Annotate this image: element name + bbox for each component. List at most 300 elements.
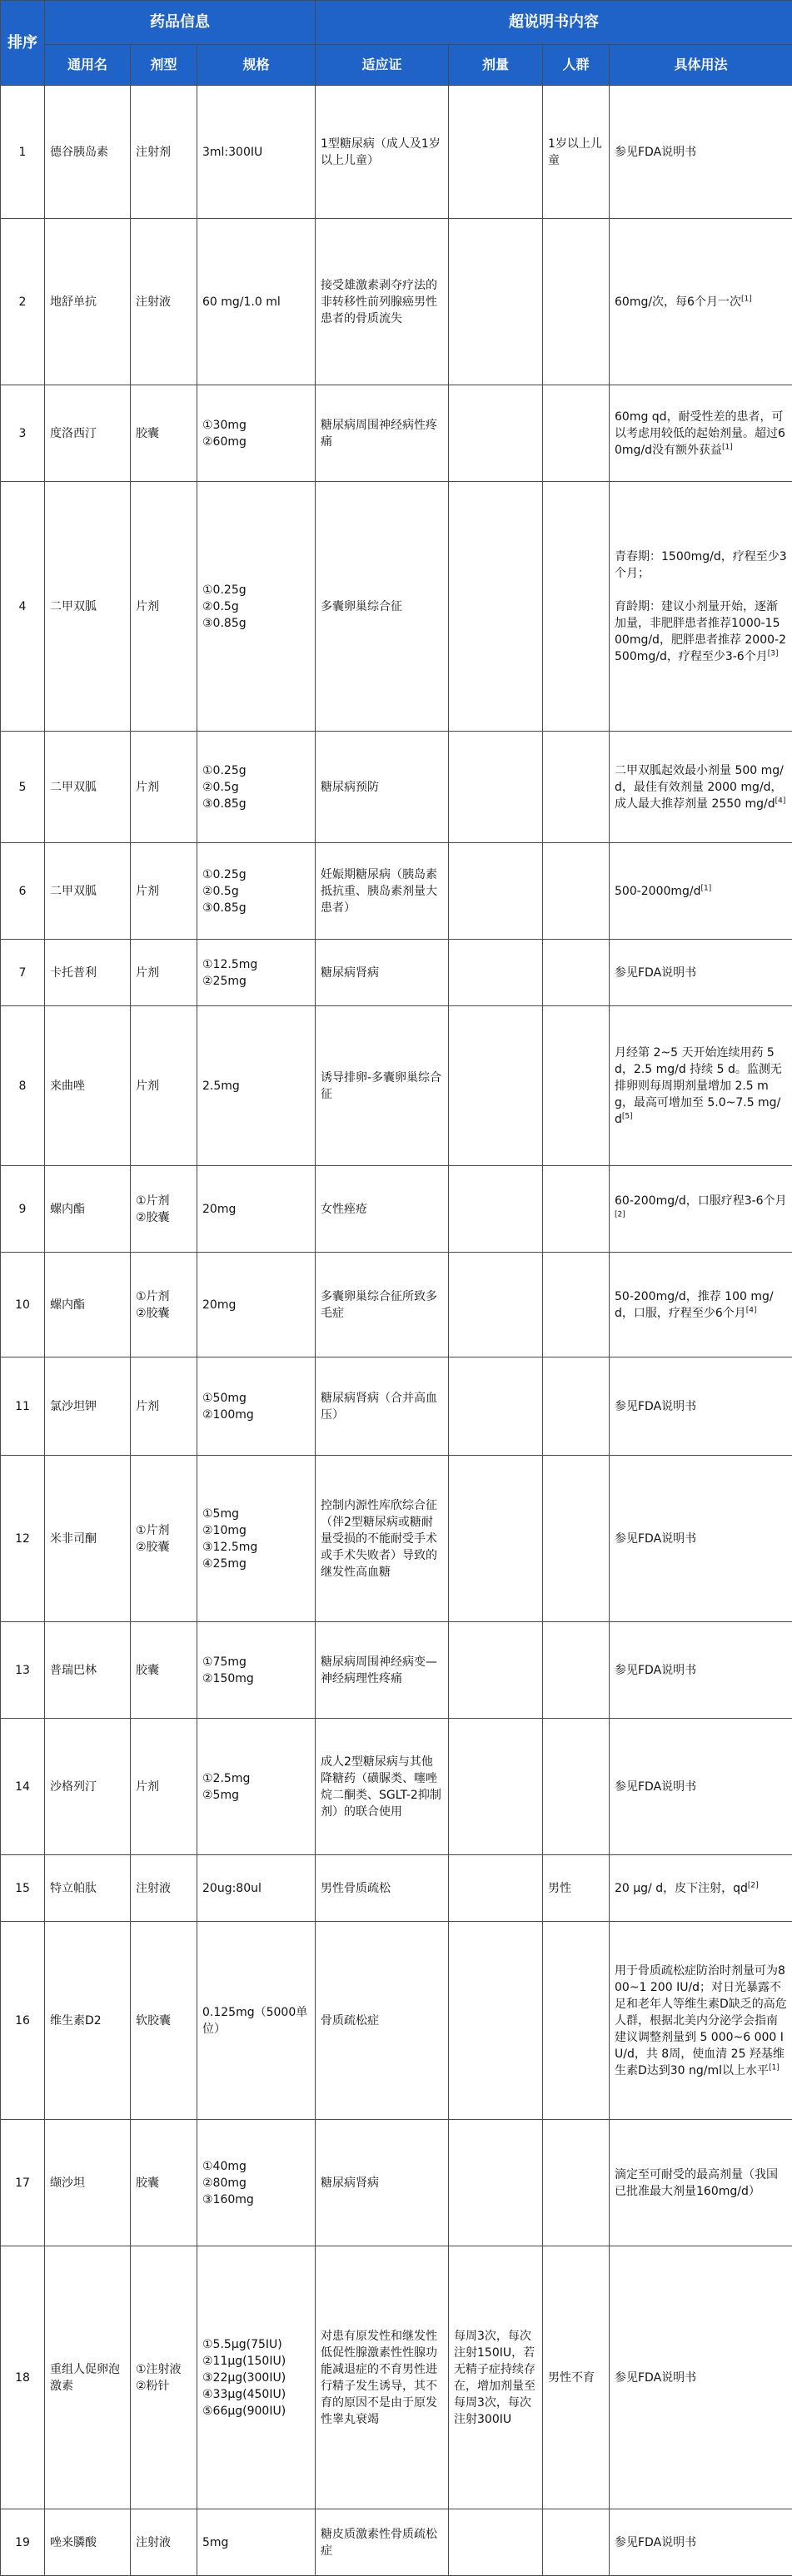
cell-spec: [197, 1357, 316, 1456]
cell-population-text: 男性: [548, 1882, 571, 1895]
cell-usage-text: 60mg qd，耐受性差的患者，可以考虑用较低的起始剂量。超过60mg/d没有额外获益: [615, 410, 785, 457]
cell-spec: [197, 1166, 316, 1253]
reference-marker: [1]: [741, 295, 752, 303]
table-row: [1, 1006, 792, 1166]
cell-form-text: 注射液: [136, 295, 171, 309]
cell-dose: [449, 732, 543, 843]
cell-name-text: 唑来膦酸: [50, 2536, 97, 2549]
cell-spec: [197, 2120, 316, 2246]
header-spec: 规格: [197, 45, 316, 86]
cell-rank-text: 19: [15, 2536, 30, 2549]
table-row: [1, 1719, 792, 1855]
cell-indication-text: 对患有原发性和继发性低促性腺激素性性腺功能减退症的不育男性进行精子发生诱导，其不育的原因不是由于原发性睾丸衰竭: [321, 2330, 437, 2426]
cell-indication-text: 多囊卵巢综合征: [321, 600, 402, 613]
cell-indication: [316, 2509, 449, 2576]
cell-rank-text: 13: [15, 1664, 30, 1677]
cell-population-text: 男性不育: [548, 2371, 595, 2385]
cell-name-text: 卡托普利: [50, 966, 97, 980]
cell-indication-text: 糖尿病周围神经病性疼痛: [321, 419, 437, 449]
cell-spec: [197, 1855, 316, 1922]
header-offlabel: 超说明书内容: [316, 1, 792, 45]
cell-form-text: 胶囊: [136, 427, 159, 440]
cell-name: [45, 2120, 131, 2246]
cell-form-text: 片剂: [136, 1780, 159, 1794]
table-row: [1, 385, 792, 482]
cell-spec: [197, 219, 316, 385]
table-row: [1, 1855, 792, 1922]
cell-form: [131, 1006, 197, 1166]
cell-usage: [610, 385, 792, 482]
cell-dose-text: 每周3次，每次注射150IU，若无精子症持续存在，增加剂量至每周3次，每次注射300IU: [454, 2330, 535, 2426]
header-name: 通用名: [45, 45, 131, 86]
cell-usage-text: 青春期：1500mg/d，疗程至少3个月； 育龄期：建议小剂量开始，逐渐加量，非肥胖患者推荐1000-1500mg/d，肥胖患者推荐 2000-2500mg/d，疗程至少3-6个月: [615, 550, 787, 663]
table-row: [1, 86, 792, 219]
cell-population: [543, 843, 610, 940]
cell-name-text: 米非司酮: [50, 1532, 97, 1546]
cell-spec-text: ①50mg ②100mg: [202, 1392, 254, 1422]
table-row: [1, 1456, 792, 1622]
cell-spec-text: 20ug:80ul: [202, 1882, 262, 1895]
cell-spec-text: 20mg: [202, 1298, 236, 1312]
cell-indication-text: 男性骨质疏松: [321, 1882, 391, 1895]
table-row: [1, 1166, 792, 1253]
cell-name: [45, 1166, 131, 1253]
cell-name-text: 二甲双胍: [50, 781, 97, 794]
cell-usage: [610, 2120, 792, 2246]
cell-indication: [316, 86, 449, 219]
cell-spec-text: ①30mg ②60mg: [202, 419, 247, 449]
cell-name: [45, 385, 131, 482]
cell-name: [45, 843, 131, 940]
cell-indication-text: 糖尿病预防: [321, 781, 379, 794]
cell-spec-text: ①0.25g ②0.5g ③0.85g: [202, 868, 247, 915]
cell-spec-text: ①5.5μg(75IU) ②11μg(150IU) ③22μg(300IU) ④33μg(450IU) ⑤66μg(900IU): [202, 2338, 286, 2418]
cell-indication: [316, 1719, 449, 1855]
cell-name-text: 螺内酯: [50, 1203, 85, 1216]
reference-marker: [1]: [722, 443, 733, 451]
cell-usage: [610, 2509, 792, 2576]
cell-name-text: 缬沙坦: [50, 2176, 85, 2190]
cell-indication-text: 骨质疏松症: [321, 2014, 379, 2028]
cell-usage: [610, 1166, 792, 1253]
cell-spec-text: 0.125mg（5000单位）: [202, 2006, 307, 2036]
cell-usage-text: 参见FDA说明书: [615, 1532, 696, 1546]
cell-form: [131, 2246, 197, 2509]
cell-population: [543, 385, 610, 482]
cell-name: [45, 732, 131, 843]
cell-indication-text: 糖尿病肾病: [321, 966, 379, 980]
cell-name-text: 普瑞巴林: [50, 1664, 97, 1677]
cell-form-text: ①片剂 ②胶囊: [136, 1290, 170, 1320]
cell-form-text: 片剂: [136, 966, 159, 980]
cell-spec-text: ①0.25g ②0.5g ③0.85g: [202, 583, 247, 630]
cell-form-text: 注射剂: [136, 146, 171, 159]
cell-indication: [316, 732, 449, 843]
cell-indication: [316, 1456, 449, 1622]
cell-form: [131, 732, 197, 843]
cell-form: [131, 1253, 197, 1357]
cell-population: [543, 732, 610, 843]
cell-dose: [449, 86, 543, 219]
cell-indication: [316, 219, 449, 385]
header-row-top: [1, 1, 792, 45]
cell-rank: [1, 2120, 45, 2246]
cell-spec-text: ①12.5mg ②25mg: [202, 958, 257, 988]
cell-indication-text: 女性痤疮: [321, 1203, 367, 1216]
table-row: [1, 219, 792, 385]
cell-name: [45, 2509, 131, 2576]
cell-name-text: 氯沙坦钾: [50, 1400, 97, 1413]
cell-dose: [449, 385, 543, 482]
cell-spec: [197, 940, 316, 1006]
cell-form-text: 片剂: [136, 600, 159, 613]
table-row: [1, 1922, 792, 2120]
cell-rank-text: 15: [15, 1882, 30, 1895]
cell-indication: [316, 1006, 449, 1166]
cell-form-text: 片剂: [136, 1400, 159, 1413]
cell-rank-text: 14: [15, 1780, 30, 1794]
cell-indication: [316, 2120, 449, 2246]
cell-population: [543, 86, 610, 219]
cell-usage: [610, 732, 792, 843]
cell-spec: [197, 1253, 316, 1357]
reference-marker: [4]: [775, 797, 786, 805]
cell-usage-text: 滴定至可耐受的最高剂量（我国已批准最大剂量160mg/d）: [615, 2168, 778, 2198]
cell-population: [543, 1357, 610, 1456]
reference-marker: [1]: [701, 884, 712, 892]
cell-usage-text: 参见FDA说明书: [615, 2536, 696, 2549]
cell-indication: [316, 1922, 449, 2120]
cell-name: [45, 86, 131, 219]
cell-dose: [449, 843, 543, 940]
cell-dose: [449, 2246, 543, 2509]
cell-rank-text: 11: [15, 1400, 30, 1413]
table-body: [1, 86, 792, 2576]
cell-rank-text: 6: [19, 885, 27, 898]
cell-spec-text: 2.5mg: [202, 1080, 240, 1093]
cell-population: [543, 1166, 610, 1253]
cell-dose: [449, 1922, 543, 2120]
cell-indication-text: 糖尿病肾病: [321, 2176, 379, 2190]
cell-population: [543, 1006, 610, 1166]
cell-rank-text: 18: [15, 2371, 30, 2385]
cell-usage-text: 二甲双胍起效最小剂量 500 mg/d，最佳有效剂量 2000 mg/d，成人最大推荐剂量 2550 mg/d: [615, 764, 784, 811]
cell-usage: [610, 86, 792, 219]
cell-form-text: 胶囊: [136, 2176, 159, 2190]
cell-rank: [1, 1719, 45, 1855]
header-dose: 剂量: [449, 45, 543, 86]
cell-rank: [1, 385, 45, 482]
cell-population: [543, 1622, 610, 1719]
cell-spec: [197, 86, 316, 219]
cell-spec: [197, 732, 316, 843]
cell-name-text: 特立帕肽: [50, 1882, 97, 1895]
cell-spec-text: ①0.25g ②0.5g ③0.85g: [202, 764, 247, 811]
cell-usage: [610, 1855, 792, 1922]
cell-form-text: 胶囊: [136, 1664, 159, 1677]
cell-indication: [316, 1622, 449, 1719]
cell-dose: [449, 219, 543, 385]
cell-indication-text: 糖皮质激素性骨质疏松症: [321, 2528, 437, 2558]
cell-indication: [316, 2246, 449, 2509]
cell-usage-text: 60mg/次，每6个月一次: [615, 295, 741, 309]
cell-form-text: 注射液: [136, 1882, 171, 1895]
table-row: [1, 1622, 792, 1719]
cell-spec: [197, 1922, 316, 2120]
cell-name: [45, 1622, 131, 1719]
cell-name: [45, 1719, 131, 1855]
cell-rank-text: 5: [19, 781, 27, 794]
cell-spec: [197, 1622, 316, 1719]
cell-spec-text: ①40mg ②80mg ③160mg: [202, 2160, 254, 2206]
cell-form: [131, 1166, 197, 1253]
cell-name: [45, 1855, 131, 1922]
cell-indication: [316, 1855, 449, 1922]
cell-population: [543, 1855, 610, 1922]
cell-form: [131, 1357, 197, 1456]
cell-name-text: 度洛西汀: [50, 427, 97, 440]
cell-form-text: ①片剂 ②胶囊: [136, 1524, 170, 1554]
header-form: 剂型: [131, 45, 197, 86]
cell-name-text: 二甲双胍: [50, 885, 97, 898]
cell-rank: [1, 1166, 45, 1253]
cell-indication-text: 妊娠期糖尿病（胰岛素抵抗重、胰岛素剂量大患者）: [321, 868, 437, 915]
cell-usage-text: 20 μg/ d，皮下注射，qd: [615, 1882, 748, 1895]
cell-usage-text: 参见FDA说明书: [615, 1780, 696, 1794]
table-row: [1, 2246, 792, 2509]
cell-name-text: 二甲双胍: [50, 600, 97, 613]
cell-form: [131, 219, 197, 385]
cell-rank-text: 1: [19, 146, 27, 159]
cell-name: [45, 1006, 131, 1166]
cell-name-text: 维生素D2: [50, 2014, 102, 2028]
cell-rank: [1, 1253, 45, 1357]
table-row: [1, 2120, 792, 2246]
cell-rank: [1, 1456, 45, 1622]
cell-rank-text: 2: [19, 295, 27, 309]
cell-usage-text: 参见FDA说明书: [615, 146, 696, 159]
cell-indication: [316, 1166, 449, 1253]
cell-form: [131, 2509, 197, 2576]
cell-form: [131, 1922, 197, 2120]
cell-spec-text: ①2.5mg ②5mg: [202, 1772, 250, 1802]
cell-dose: [449, 1719, 543, 1855]
cell-usage: [610, 1253, 792, 1357]
cell-dose: [449, 1456, 543, 1622]
cell-rank: [1, 1922, 45, 2120]
cell-form-text: 软胶囊: [136, 2014, 171, 2028]
reference-marker: [5]: [622, 1112, 633, 1120]
cell-rank-text: 8: [19, 1080, 27, 1093]
cell-population: [543, 2120, 610, 2246]
cell-population: [543, 1922, 610, 2120]
cell-rank-text: 3: [19, 427, 27, 440]
cell-form: [131, 843, 197, 940]
cell-dose: [449, 1006, 543, 1166]
cell-form: [131, 482, 197, 732]
cell-indication-text: 成人2型糖尿病与其他降糖药（磺脲类、噻唑烷二酮类、SGLT-2抑制剂）的联合使用: [321, 1755, 441, 1819]
cell-spec-text: 60 mg/1.0 ml: [202, 295, 281, 309]
table-row: [1, 482, 792, 732]
cell-indication-text: 糖尿病肾病（合并高血压）: [321, 1392, 437, 1422]
cell-usage: [610, 940, 792, 1006]
cell-indication: [316, 940, 449, 1006]
cell-name: [45, 1253, 131, 1357]
cell-spec: [197, 2509, 316, 2576]
cell-spec: [197, 843, 316, 940]
cell-population: [543, 1719, 610, 1855]
cell-rank: [1, 1006, 45, 1166]
cell-usage: [610, 2246, 792, 2509]
cell-dose: [449, 940, 543, 1006]
cell-form-text: 注射液: [136, 2536, 171, 2549]
cell-rank-text: 12: [15, 1532, 30, 1546]
cell-form: [131, 1456, 197, 1622]
cell-name-text: 沙格列汀: [50, 1780, 97, 1794]
cell-name: [45, 2246, 131, 2509]
cell-population: [543, 940, 610, 1006]
cell-rank: [1, 1855, 45, 1922]
cell-rank: [1, 843, 45, 940]
cell-rank-text: 17: [15, 2176, 30, 2190]
cell-form-text: 片剂: [136, 781, 159, 794]
cell-usage-text: 60-200mg/d，口服疗程3-6个月: [615, 1194, 787, 1208]
cell-spec-text: 5mg: [202, 2536, 228, 2549]
cell-rank-text: 9: [19, 1203, 27, 1216]
cell-spec-text: ①5mg ②10mg ③12.5mg ④25mg: [202, 1507, 257, 1571]
cell-indication: [316, 1253, 449, 1357]
cell-form-text: 片剂: [136, 885, 159, 898]
cell-indication-text: 糖尿病周围神经病变—神经病理性疼痛: [321, 1655, 437, 1685]
reference-marker: [3]: [768, 649, 779, 658]
cell-spec: [197, 385, 316, 482]
cell-spec-text: ①75mg ②150mg: [202, 1655, 254, 1685]
cell-population: [543, 219, 610, 385]
header-drug-info: 药品信息: [45, 1, 316, 45]
table-row: [1, 940, 792, 1006]
cell-population: [543, 482, 610, 732]
header-rank: 排序: [1, 1, 45, 86]
cell-indication-text: 接受雄激素剥夺疗法的非转移性前列腺癌男性患者的骨质流失: [321, 279, 437, 325]
cell-usage-text: 500-2000mg/d: [615, 885, 701, 898]
cell-rank: [1, 1357, 45, 1456]
reference-marker: [1]: [769, 2063, 780, 2072]
cell-name-text: 重组人促卵泡激素: [50, 2363, 120, 2393]
cell-rank-text: 4: [19, 600, 27, 613]
cell-usage-text: 月经第 2~5 天开始连续用药 5 d，2.5 mg/d 持续 5 d。监测无排卵则每周期剂量增加 2.5 mg，最高可增加至 5.0~7.5 mg/d: [615, 1046, 782, 1126]
cell-dose: [449, 1622, 543, 1719]
cell-name: [45, 940, 131, 1006]
table-row: [1, 1253, 792, 1357]
cell-dose: [449, 1253, 543, 1357]
cell-rank-text: 10: [15, 1298, 30, 1312]
cell-form: [131, 1855, 197, 1922]
cell-usage: [610, 482, 792, 732]
cell-name: [45, 482, 131, 732]
cell-name: [45, 1357, 131, 1456]
cell-form: [131, 385, 197, 482]
cell-form-text: 片剂: [136, 1080, 159, 1093]
cell-indication-text: 多囊卵巢综合征所致多毛症: [321, 1290, 437, 1320]
cell-indication-text: 诱导排卵-多囊卵巢综合征: [321, 1071, 441, 1101]
header-usage: 具体用法: [610, 45, 792, 86]
cell-form-text: ①注射液 ②粉针: [136, 2363, 182, 2393]
cell-form: [131, 1719, 197, 1855]
cell-spec: [197, 1456, 316, 1622]
cell-spec-text: 20mg: [202, 1203, 236, 1216]
cell-population: [543, 2246, 610, 2509]
cell-rank: [1, 732, 45, 843]
cell-usage: [610, 1357, 792, 1456]
cell-spec-text: 3ml:300IU: [202, 146, 262, 159]
cell-form: [131, 86, 197, 219]
cell-usage-text: 用于骨质疏松症防治时剂量可为800~1 200 IU/d；对日光暴露不足和老年人等维生素D缺乏的高危人群，根据北美内分泌学会指南建议调整剂量到 5 000~6 000 IU/d，共 8周，使血清 25 羟基维生素D达到30 ng/ml以上水平: [615, 1964, 787, 2077]
cell-dose: [449, 1166, 543, 1253]
cell-usage: [610, 1622, 792, 1719]
cell-indication-text: 控制内源性库欣综合征（伴2型糖尿病或糖耐量受损的不能耐受手术或手术失败者）导致的继发性高血糖: [321, 1499, 437, 1579]
cell-rank: [1, 2246, 45, 2509]
cell-indication: [316, 482, 449, 732]
cell-usage-text: 50-200mg/d，推荐 100 mg/d，口服，疗程至少6个月: [615, 1290, 774, 1320]
cell-usage: [610, 219, 792, 385]
cell-population-text: 1岁以上儿童: [548, 137, 602, 167]
cell-dose: [449, 1855, 543, 1922]
cell-population: [543, 2509, 610, 2576]
cell-name-text: 螺内酯: [50, 1298, 85, 1312]
table-row: [1, 732, 792, 843]
header-population: 人群: [543, 45, 610, 86]
cell-spec: [197, 1719, 316, 1855]
header-indication: 适应证: [316, 45, 449, 86]
cell-usage: [610, 1719, 792, 1855]
cell-name: [45, 1922, 131, 2120]
cell-dose: [449, 2120, 543, 2246]
table-row: [1, 1357, 792, 1456]
cell-name: [45, 1456, 131, 1622]
cell-usage: [610, 1456, 792, 1622]
table-row: [1, 843, 792, 940]
header-row-columns: [1, 45, 792, 86]
reference-marker: [2]: [615, 1210, 625, 1219]
reference-marker: [4]: [746, 1306, 757, 1314]
cell-usage-text: 参见FDA说明书: [615, 2371, 696, 2385]
table-row: [1, 2509, 792, 2576]
cell-indication-text: 1型糖尿病（成人及1岁以上儿童）: [321, 137, 441, 167]
cell-usage: [610, 1006, 792, 1166]
cell-dose: [449, 482, 543, 732]
cell-rank: [1, 482, 45, 732]
cell-name: [45, 219, 131, 385]
cell-dose: [449, 1357, 543, 1456]
cell-spec: [197, 2246, 316, 2509]
cell-spec: [197, 482, 316, 732]
cell-population: [543, 1456, 610, 1622]
cell-rank: [1, 1622, 45, 1719]
cell-form-text: ①片剂 ②胶囊: [136, 1194, 170, 1224]
cell-usage-text: 参见FDA说明书: [615, 966, 696, 980]
cell-name-text: 来曲唑: [50, 1080, 85, 1093]
cell-indication: [316, 843, 449, 940]
cell-form: [131, 940, 197, 1006]
cell-rank: [1, 219, 45, 385]
cell-name-text: 德谷胰岛素: [50, 146, 108, 159]
cell-usage: [610, 1922, 792, 2120]
cell-spec: [197, 1006, 316, 1166]
cell-usage-text: 参见FDA说明书: [615, 1400, 696, 1413]
cell-dose: [449, 2509, 543, 2576]
cell-form: [131, 1622, 197, 1719]
cell-rank: [1, 86, 45, 219]
